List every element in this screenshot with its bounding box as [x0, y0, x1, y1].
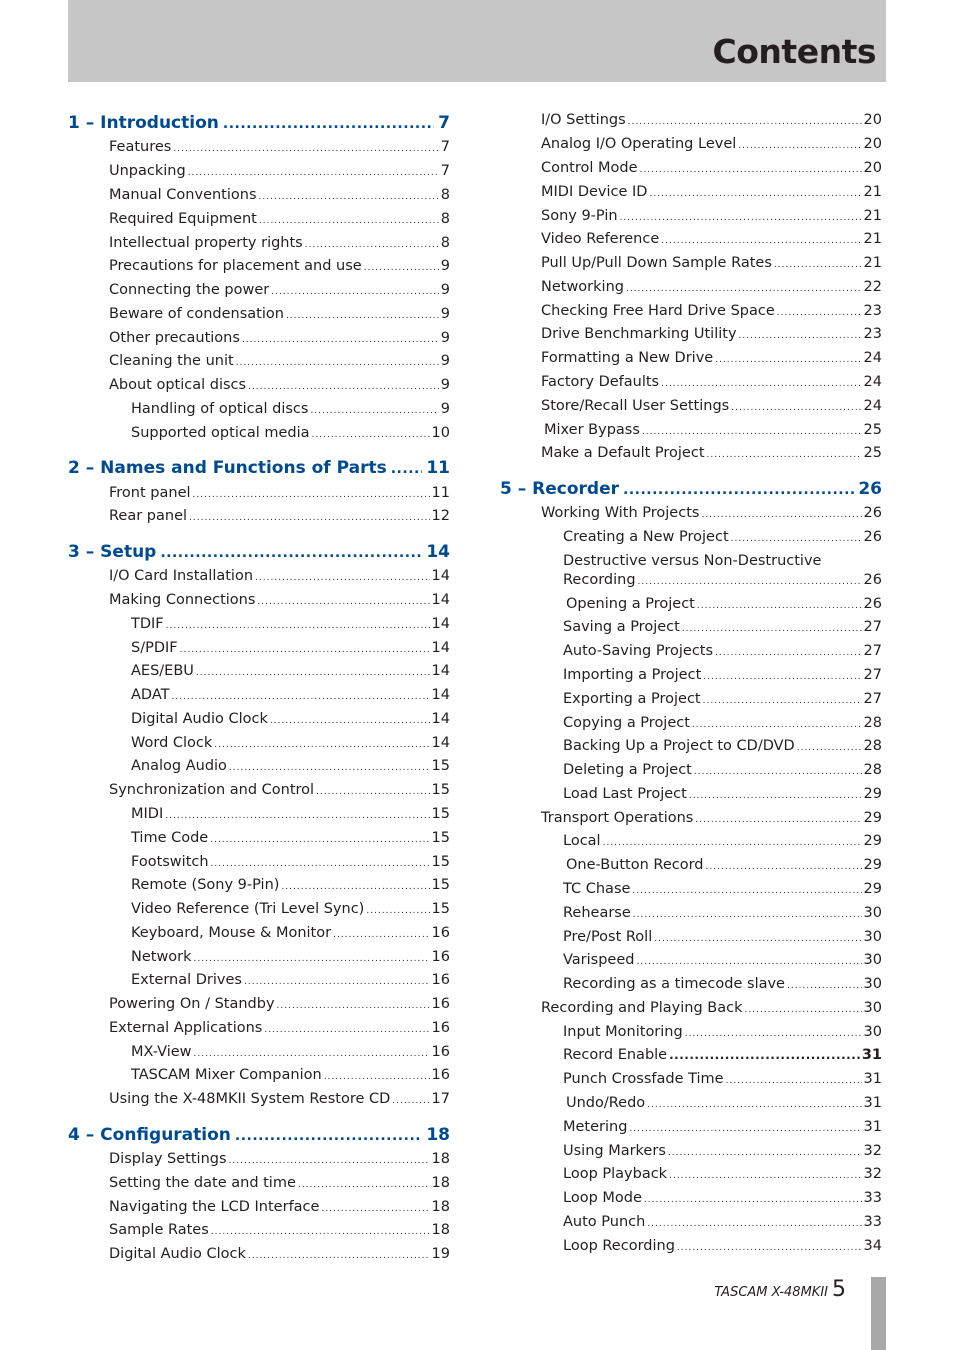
dot-leader [211, 1221, 430, 1243]
dot-leader [229, 1150, 430, 1172]
toc-entry[interactable]: I/O Card Installation ..... 14 [109, 565, 450, 587]
toc-entry[interactable]: Pull Up/Pull Down Sample Rates ..... 21 [541, 252, 882, 274]
toc-chapter-configuration[interactable]: 4 – Configuration ..... 18 [68, 1123, 450, 1147]
toc-entry[interactable]: Rear panel ..... 12 [109, 505, 450, 527]
dot-leader [193, 484, 430, 506]
dot-leader [259, 210, 439, 232]
dot-leader [669, 1044, 860, 1066]
dot-leader [636, 951, 861, 973]
dot-leader [697, 595, 862, 617]
toc-subentry[interactable]: TC Chase ..... 29 [563, 878, 882, 900]
dot-leader [392, 1090, 429, 1112]
footer-page-number: 5 [832, 1277, 846, 1302]
toc-subentry[interactable]: Loop Recording ..... 34 [563, 1235, 882, 1257]
toc-subentry[interactable]: Footswitch ..... 15 [131, 851, 450, 873]
dot-leader [629, 1118, 861, 1140]
toc-entry[interactable]: Manual Conventions ..... 8 [109, 184, 450, 206]
dot-leader [211, 853, 430, 875]
dot-leader [160, 541, 422, 565]
dot-leader [281, 876, 429, 898]
toc-entry[interactable]: Video Reference ..... 21 [541, 228, 882, 250]
toc-entry[interactable]: Drive Benchmarking Utility ..... 23 [541, 323, 882, 345]
toc-subentry[interactable]: Punch Crossfade Time ..... 31 [563, 1068, 882, 1090]
dot-leader [603, 832, 862, 854]
toc-chapter-names-and-functions[interactable]: 2 – Names and Functions of Parts ..... 11 [68, 456, 450, 480]
toc-entry[interactable]: Features ..... 7 [109, 136, 450, 158]
dot-leader [620, 207, 862, 229]
toc-entry[interactable]: Other precautions ..... 9 [109, 327, 450, 349]
toc-entry[interactable]: Setting the date and time ..... 18 [109, 1172, 450, 1194]
toc-subentry-first-line[interactable]: Destructive versus Non-Destructive [563, 553, 822, 569]
toc-entry[interactable]: Front panel ..... 11 [109, 482, 450, 504]
dot-leader [255, 567, 430, 589]
toc-subentry[interactable]: Opening a Project ..... 26 [566, 593, 882, 615]
page-footer [714, 1277, 846, 1302]
toc-subentry[interactable]: Using Markers ..... 32 [563, 1140, 882, 1162]
toc-subentry[interactable]: Varispeed ..... 30 [563, 949, 882, 971]
toc-subentry[interactable]: Exporting a Project ..... 27 [563, 688, 882, 710]
dot-leader [264, 1019, 429, 1041]
toc-subentry[interactable]: Metering ..... 31 [563, 1116, 882, 1138]
toc-subentry[interactable]: ADAT ..... 14 [131, 684, 450, 706]
toc-entry[interactable]: Networking ..... 22 [541, 276, 882, 298]
dot-leader [324, 1066, 430, 1088]
toc-subentry[interactable]: Recording ..... 26 [563, 569, 882, 591]
header-band [68, 0, 886, 82]
dot-leader [210, 829, 429, 851]
toc-subentry[interactable]: MX-View ..... 16 [131, 1041, 450, 1063]
toc-subentry[interactable]: Supported optical media ..... 10 [131, 422, 450, 444]
toc-entry[interactable]: Control Mode ..... 20 [541, 157, 882, 179]
toc-subentry[interactable]: Load Last Project ..... 29 [563, 783, 882, 805]
toc-entry[interactable]: Cleaning the unit ..... 9 [109, 350, 450, 372]
toc-subentry[interactable]: Recording as a timecode slave ..... 30 [563, 973, 882, 995]
dot-leader [701, 504, 861, 526]
toc-chapter-setup[interactable]: 3 – Setup ..... 14 [68, 540, 450, 564]
toc-entry[interactable]: Intellectual property rights ..... 8 [109, 232, 450, 254]
dot-leader [623, 478, 854, 502]
toc-entry[interactable]: Using the X-48MKII System Restore CD ..... 17 [109, 1088, 450, 1110]
toc-entry[interactable]: Precautions for placement and use ..... 9 [109, 255, 450, 277]
dot-leader [259, 186, 439, 208]
dot-leader [244, 971, 430, 993]
dot-leader [647, 1213, 861, 1235]
dot-leader [694, 761, 862, 783]
dot-leader [248, 1245, 430, 1267]
toc-subentry[interactable]: Record Enable ..... 31 [563, 1044, 882, 1066]
dot-leader [777, 302, 862, 324]
toc-subentry[interactable]: Loop Playback ..... 32 [563, 1163, 882, 1185]
toc-entry[interactable]: Unpacking ..... 7 [109, 160, 450, 182]
toc-subentry[interactable]: Auto Punch ..... 33 [563, 1211, 882, 1233]
dot-leader [774, 254, 862, 276]
dot-leader [661, 230, 861, 252]
dot-leader [214, 734, 429, 756]
toc-subentry[interactable]: Remote (Sony 9-Pin) ..... 15 [131, 874, 450, 896]
toc-entry[interactable]: I/O Settings ..... 20 [541, 109, 882, 131]
toc-entry[interactable]: Store/Recall User Settings ..... 24 [541, 395, 882, 417]
dot-leader [277, 995, 430, 1017]
toc-entry[interactable]: Working With Projects ..... 26 [541, 502, 882, 524]
toc-subentry[interactable]: Handling of optical discs ..... 9 [131, 398, 450, 420]
toc-entry[interactable]: Factory Defaults ..... 24 [541, 371, 882, 393]
dot-leader [685, 1023, 862, 1045]
toc-subentry[interactable]: Input Monitoring ..... 30 [563, 1021, 882, 1043]
dot-leader [270, 710, 430, 732]
toc-subentry[interactable]: Network ..... 16 [131, 946, 450, 968]
dot-leader [692, 714, 862, 736]
toc-entry[interactable]: Beware of condensation ..... 9 [109, 303, 450, 325]
toc-entry[interactable]: Making Connections ..... 14 [109, 589, 450, 611]
toc-entry[interactable]: Powering On / Standby ..... 16 [109, 993, 450, 1015]
dot-leader [189, 507, 430, 529]
toc-subentry[interactable]: TASCAM Mixer Companion ..... 16 [131, 1064, 450, 1086]
dot-leader [669, 1165, 861, 1187]
dot-leader [647, 1094, 861, 1116]
toc-entry[interactable]: About optical discs ..... 9 [109, 374, 450, 396]
dot-leader [707, 444, 862, 466]
toc-entry[interactable]: Make a Default Project ..... 25 [541, 442, 882, 464]
toc-subentry[interactable]: Local ..... 29 [563, 830, 882, 852]
dot-leader [286, 305, 439, 327]
dot-leader [739, 325, 862, 347]
dot-leader [366, 900, 429, 922]
dot-leader [689, 785, 862, 807]
toc-entry[interactable]: Digital Audio Clock ..... 19 [109, 1243, 450, 1265]
dot-leader [194, 948, 430, 970]
footer-model: TASCAM X-48MKII [714, 1285, 828, 1300]
dot-leader [333, 924, 429, 946]
dot-leader [715, 349, 861, 371]
toc-subentry[interactable]: Analog Audio ..... 15 [131, 755, 450, 777]
toc-entry[interactable]: MIDI Device ID ..... 21 [541, 181, 882, 203]
dot-leader [173, 138, 438, 160]
dot-leader [242, 329, 439, 351]
toc-subentry[interactable]: Saving a Project ..... 27 [563, 616, 882, 638]
toc-subentry[interactable]: Digital Audio Clock ..... 14 [131, 708, 450, 730]
toc-entry[interactable]: Formatting a New Drive ..... 24 [541, 347, 882, 369]
toc-chapter-recorder[interactable]: 5 – Recorder ..... 26 [500, 477, 882, 501]
toc-subentry[interactable]: Undo/Redo ..... 31 [566, 1092, 882, 1114]
dot-leader [632, 880, 861, 902]
dot-leader [229, 757, 430, 779]
dot-leader [654, 928, 861, 950]
dot-leader [677, 1237, 862, 1259]
dot-leader [638, 571, 862, 593]
dot-leader [703, 666, 861, 688]
toc-subentry[interactable]: One-Button Record ..... 29 [566, 854, 882, 876]
dot-leader [248, 376, 439, 398]
dot-leader [316, 781, 429, 803]
dot-leader [310, 400, 438, 422]
dot-leader [180, 639, 430, 661]
dot-leader [305, 234, 439, 256]
toc-entry[interactable]: Analog I/O Operating Level ..... 20 [541, 133, 882, 155]
dot-leader [364, 257, 439, 279]
toc-entry[interactable]: Connecting the power ..... 9 [109, 279, 450, 301]
toc-subentry[interactable]: Backing Up a Project to CD/DVD ..... 28 [563, 735, 882, 757]
dot-leader [166, 615, 430, 637]
dot-leader [633, 904, 862, 926]
toc-entry[interactable]: Transport Operations ..... 29 [541, 807, 882, 829]
dot-leader [726, 1070, 862, 1092]
toc-subentry[interactable]: AES/EBU ..... 14 [131, 660, 450, 682]
dot-leader [703, 690, 862, 712]
dot-leader [188, 162, 439, 184]
dot-leader [745, 999, 862, 1021]
toc-subentry[interactable]: Loop Mode ..... 33 [563, 1187, 882, 1209]
toc-subentry[interactable]: External Drives ..... 16 [131, 969, 450, 991]
toc-entry[interactable]: Recording and Playing Back ..... 30 [541, 997, 882, 1019]
dot-leader [640, 159, 862, 181]
dot-leader [644, 1189, 862, 1211]
toc-entry[interactable]: External Applications ..... 16 [109, 1017, 450, 1039]
dot-leader [787, 975, 862, 997]
footer-tab-bar [871, 1277, 886, 1350]
dot-leader [642, 421, 862, 443]
dot-leader [668, 1142, 862, 1164]
dot-leader [797, 737, 862, 759]
dot-leader [236, 352, 439, 374]
toc-subentry[interactable]: Video Reference (Tri Level Sync) ..... 15 [131, 898, 450, 920]
dot-leader [661, 373, 861, 395]
toc-subentry[interactable]: Auto-Saving Projects ..... 27 [563, 640, 882, 662]
dot-leader [731, 397, 861, 419]
dot-leader [235, 1124, 422, 1148]
toc-subentry[interactable]: S/PDIF ..... 14 [131, 637, 450, 659]
dot-leader [257, 591, 429, 613]
dot-leader [298, 1174, 430, 1196]
toc-subentry[interactable]: Importing a Project ..... 27 [563, 664, 882, 686]
toc-subentry[interactable]: TDIF ..... 14 [131, 613, 450, 635]
toc-subentry[interactable]: Time Code ..... 15 [131, 827, 450, 849]
toc-entry[interactable]: Display Settings ..... 18 [109, 1148, 450, 1170]
dot-leader [196, 662, 430, 684]
toc-entry[interactable]: Synchronization and Control ..... 15 [109, 779, 450, 801]
dot-leader [628, 111, 862, 133]
dot-leader [738, 135, 861, 157]
page-title: Contents [712, 32, 876, 71]
dot-leader [223, 112, 434, 136]
toc-subentry[interactable]: Word Clock ..... 14 [131, 732, 450, 754]
toc-entry[interactable]: Sample Rates ..... 18 [109, 1219, 450, 1241]
dot-leader [715, 642, 862, 664]
dot-leader [321, 1198, 429, 1220]
toc-subentry[interactable]: Pre/Post Roll ..... 30 [563, 926, 882, 948]
toc-subentry[interactable]: MIDI ..... 15 [131, 803, 450, 825]
dot-leader [391, 457, 423, 481]
toc-subentry[interactable]: Creating a New Project ..... 26 [563, 526, 882, 548]
dot-leader [682, 618, 862, 640]
toc-subentry[interactable]: Rehearse ..... 30 [563, 902, 882, 924]
toc-subentry[interactable]: Copying a Project ..... 28 [563, 712, 882, 734]
toc-subentry[interactable]: Deleting a Project ..... 28 [563, 759, 882, 781]
dot-leader [171, 686, 429, 708]
dot-leader [706, 856, 862, 878]
toc-chapter-introduction[interactable]: 1 – Introduction ..... 7 [68, 111, 450, 135]
dot-leader [165, 805, 429, 827]
dot-leader [194, 1043, 430, 1065]
dot-leader [312, 424, 430, 446]
dot-leader [271, 281, 439, 303]
toc-entry[interactable]: Checking Free Hard Drive Space ..... 23 [541, 300, 882, 322]
toc-entry[interactable]: Navigating the LCD Interface ..... 18 [109, 1196, 450, 1218]
toc-subentry[interactable]: Keyboard, Mouse & Monitor ..... 16 [131, 922, 450, 944]
dot-leader [695, 809, 861, 831]
dot-leader [649, 183, 861, 205]
dot-leader [626, 278, 862, 300]
dot-leader [731, 528, 862, 550]
toc-entry[interactable]: Required Equipment ..... 8 [109, 208, 450, 230]
toc-entry[interactable]: Sony 9-Pin ..... 21 [541, 205, 882, 227]
toc-entry[interactable]: Mixer Bypass ..... 25 [544, 419, 882, 441]
